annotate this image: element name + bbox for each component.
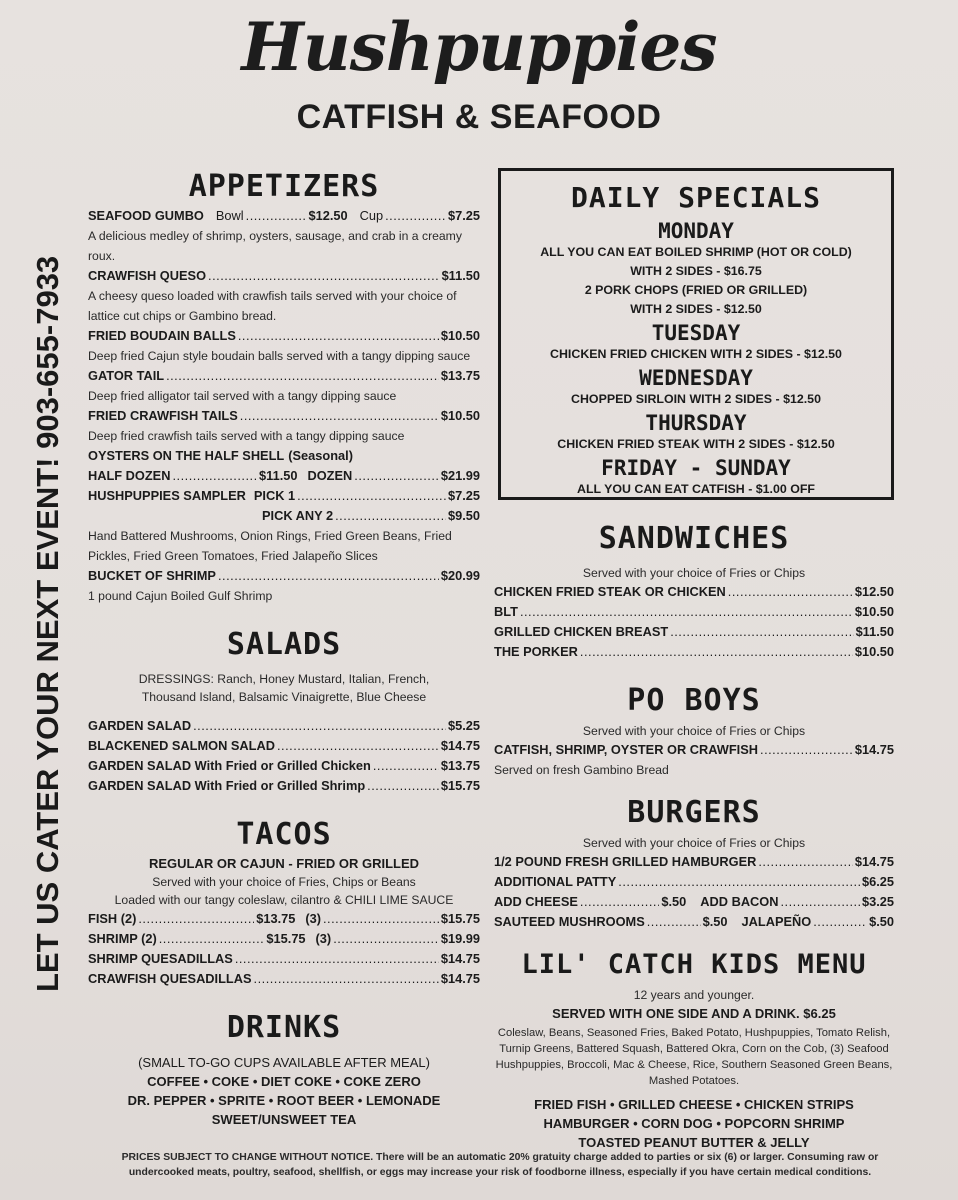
half-dozen-label: HALF DOZEN bbox=[88, 468, 171, 483]
leader-dots bbox=[254, 969, 439, 989]
item-price: $10.50 bbox=[440, 328, 480, 343]
special-line: WITH 2 SIDES - $12.50 bbox=[630, 302, 762, 316]
appetizers-title: APPETIZERS bbox=[188, 169, 380, 204]
item-description: A delicious medley of shrimp, oysters, sausage, and crab in a creamy roux. bbox=[88, 229, 462, 263]
pick2-price: $9.50 bbox=[447, 508, 480, 523]
item-name: JALAPEÑO bbox=[741, 914, 812, 929]
pick1-label: PICK 1 bbox=[253, 488, 296, 503]
leader-dots bbox=[240, 406, 439, 426]
item-name: 1/2 POUND FRESH GRILLED HAMBURGER bbox=[494, 854, 757, 869]
leader-dots bbox=[618, 872, 860, 892]
cup-price: $7.25 bbox=[447, 208, 481, 223]
leader-dots bbox=[670, 622, 853, 642]
leader-dots bbox=[385, 206, 446, 226]
sandwiches-served: Served with your choice of Fries or Chips bbox=[582, 566, 806, 580]
item-description: Deep fried alligator tail served with a tangy dipping sauce bbox=[88, 389, 397, 403]
item-name: BLACKENED SALMON SALAD bbox=[88, 738, 275, 753]
item-description: Hand Battered Mushrooms, Onion Rings, Fried Green Beans, Fried Pickles, Fried Green Tomatoes, Fried Jalapeño Slices bbox=[88, 529, 452, 563]
day-friday-sunday: FRIDAY - SUNDAY bbox=[601, 456, 791, 480]
menu-item-fish-tacos bbox=[88, 909, 480, 929]
item-name: GARDEN SALAD bbox=[88, 718, 192, 733]
kids-line-1: FRIED FISH • GRILLED CHEESE • CHICKEN STRIPS bbox=[534, 1097, 854, 1112]
special-line: 2 PORK CHOPS (FRIED OR GRILLED) bbox=[584, 283, 808, 297]
tacos-style: REGULAR OR CAJUN - FRIED OR GRILLED bbox=[148, 856, 420, 871]
item-price: $15.75 bbox=[440, 778, 480, 793]
menu-item bbox=[88, 716, 480, 736]
item-price: $6.25 bbox=[861, 874, 894, 889]
menu-item-shrimp-quesadillas bbox=[88, 949, 480, 969]
leader-dots bbox=[813, 912, 867, 932]
item-price: $10.50 bbox=[854, 604, 894, 619]
item-name: GARDEN SALAD With Fried or Grilled Chicken bbox=[88, 758, 371, 773]
item-name: OYSTERS ON THE HALF SHELL bbox=[88, 448, 285, 463]
leader-dots bbox=[520, 602, 853, 622]
salads-title: SALADS bbox=[226, 627, 342, 662]
leader-dots bbox=[218, 566, 439, 586]
brand-logo: Hushpuppies bbox=[241, 8, 717, 86]
kids-served: SERVED WITH ONE SIDE AND A DRINK. $6.25 bbox=[552, 1006, 836, 1021]
drinks-line-1: COFFEE • COKE • DIET COKE • COKE ZERO bbox=[147, 1074, 421, 1089]
leader-dots bbox=[758, 852, 853, 872]
menu-item-fried-boudain-balls bbox=[88, 326, 480, 346]
menu-item-crawfish-queso bbox=[88, 266, 480, 286]
item-price: $14.75 bbox=[854, 742, 894, 757]
leader-dots bbox=[277, 736, 439, 756]
day-tuesday: TUESDAY bbox=[651, 321, 741, 345]
right-column bbox=[494, 520, 894, 1152]
item-price: $13.75 bbox=[440, 758, 480, 773]
item-name: (3) bbox=[305, 911, 321, 926]
item-name: CRAWFISH QUESADILLAS bbox=[88, 971, 252, 986]
menu-item-sampler-pick2 bbox=[88, 506, 480, 526]
item-price: $11.50 bbox=[441, 268, 480, 283]
special-line: WITH 2 SIDES - $16.75 bbox=[630, 264, 762, 278]
item-name: CRAWFISH QUESO bbox=[88, 268, 207, 283]
menu-item-oysters-sizes bbox=[88, 466, 480, 486]
item-name: ADDITIONAL PATTY bbox=[494, 874, 617, 889]
dozen-label: DOZEN bbox=[307, 468, 353, 483]
daily-specials-box bbox=[498, 168, 894, 500]
leader-dots bbox=[333, 929, 439, 949]
item-name: ADD CHEESE bbox=[494, 894, 578, 909]
tacos-loaded: Loaded with our tangy coleslaw, cilantro & CHILI LIME SAUCE bbox=[114, 893, 454, 907]
item-price: $15.75 bbox=[266, 931, 306, 946]
burgers-served: Served with your choice of Fries or Chips bbox=[582, 836, 806, 850]
item-name: BLT bbox=[494, 604, 518, 619]
item-name: GRILLED CHICKEN BREAST bbox=[494, 624, 669, 639]
leader-dots bbox=[335, 506, 446, 526]
item-price: $.50 bbox=[702, 914, 728, 929]
kids-age: 12 years and younger. bbox=[633, 988, 755, 1002]
poboys-served: Served with your choice of Fries or Chips bbox=[582, 724, 806, 738]
pick1-price: $7.25 bbox=[447, 488, 480, 503]
menu-item bbox=[88, 736, 480, 756]
item-name: BUCKET OF SHRIMP bbox=[88, 568, 216, 583]
item-price: $13.75 bbox=[256, 911, 296, 926]
item-price: $11.50 bbox=[855, 624, 894, 639]
special-line: ALL YOU CAN EAT CATFISH - $1.00 OFF bbox=[577, 482, 815, 496]
salads-list bbox=[88, 716, 480, 796]
menu-item-oysters bbox=[88, 446, 480, 466]
item-description: A cheesy queso loaded with crawfish tails served with your choice of lattice cut chips or Gambino bread. bbox=[88, 289, 457, 323]
menu-item-additional-patty bbox=[494, 872, 894, 892]
leader-dots bbox=[580, 642, 853, 662]
menu-item-fried-crawfish-tails bbox=[88, 406, 480, 426]
item-price: $12.50 bbox=[854, 584, 894, 599]
menu-item-poboy bbox=[494, 740, 894, 760]
seasonal-note: (Seasonal) bbox=[288, 448, 353, 463]
cup-label: Cup bbox=[359, 208, 384, 223]
item-name: (3) bbox=[315, 931, 332, 946]
leader-dots bbox=[166, 366, 439, 386]
menu-item bbox=[88, 776, 480, 796]
item-price: $20.99 bbox=[440, 568, 480, 583]
menu-item-shrimp-tacos bbox=[88, 929, 480, 949]
menu-item-crawfish-quesadillas bbox=[88, 969, 480, 989]
day-thursday: THURSDAY bbox=[645, 411, 747, 435]
item-name: GATOR TAIL bbox=[88, 368, 165, 383]
item-description: Deep fried Cajun style boudain balls served with a tangy dipping sauce bbox=[88, 349, 471, 363]
drinks-note: (SMALL TO-GO CUPS AVAILABLE AFTER MEAL) bbox=[138, 1055, 430, 1070]
menu-item-hamburger bbox=[494, 852, 894, 872]
leader-dots bbox=[138, 909, 254, 929]
leader-dots bbox=[323, 909, 439, 929]
menu-item bbox=[494, 602, 894, 622]
menu-item-gator-tail bbox=[88, 366, 480, 386]
catering-banner: LET US CATER YOUR NEXT EVENT! 903-655-7933 bbox=[30, 255, 65, 992]
item-name: SEAFOOD GUMBO bbox=[88, 208, 204, 223]
item-price: $14.75 bbox=[440, 738, 480, 753]
leader-dots bbox=[193, 716, 446, 736]
special-line: CHICKEN FRIED STEAK WITH 2 SIDES - $12.50 bbox=[557, 437, 835, 451]
item-name: FISH (2) bbox=[88, 911, 137, 926]
leader-dots bbox=[238, 326, 439, 346]
item-name: CATFISH, SHRIMP, OYSTER OR CRAWFISH bbox=[494, 742, 759, 757]
leader-dots bbox=[580, 892, 659, 912]
item-price: $.50 bbox=[661, 894, 687, 909]
sandwiches-title: SANDWICHES bbox=[598, 521, 790, 556]
item-price: $5.25 bbox=[447, 718, 480, 733]
kids-sides: Coleslaw, Beans, Seasoned Fries, Baked Potato, Hushpuppies, Tomato Relish, Turnip Greens, Battered Squash, Battered Okra, Corn on the Cob, (3) Seafood Hushpuppies, Broccoli, Mac & Cheese, Rice, Southern Seasoned Green Beans, Mashed Potatoes. bbox=[495, 1027, 893, 1087]
drinks-line-3: SWEET/UNSWEET TEA bbox=[211, 1112, 357, 1127]
item-name: SHRIMP (2) bbox=[88, 931, 157, 946]
item-name: ADD BACON bbox=[700, 894, 779, 909]
item-price: $19.99 bbox=[440, 931, 480, 946]
menu-item-add-ons bbox=[494, 892, 894, 912]
special-line: ALL YOU CAN EAT BOILED SHRIMP (HOT OR COLD) bbox=[540, 245, 852, 259]
menu-item-hushpuppies-sampler bbox=[88, 486, 480, 506]
leader-dots bbox=[235, 949, 439, 969]
leader-dots bbox=[647, 912, 701, 932]
item-name: CHICKEN FRIED STEAK OR CHICKEN bbox=[494, 584, 726, 599]
brand-subtitle: CATFISH & SEAFOOD bbox=[296, 98, 662, 136]
daily-specials-title: DAILY SPECIALS bbox=[570, 181, 821, 214]
day-wednesday: WEDNESDAY bbox=[639, 366, 753, 390]
item-name: THE PORKER bbox=[494, 644, 578, 659]
menu-item-seafood-gumbo bbox=[88, 206, 480, 226]
item-name: FRIED BOUDAIN BALLS bbox=[88, 328, 236, 343]
item-name: SAUTEED MUSHROOMS bbox=[494, 914, 645, 929]
leader-dots bbox=[367, 776, 439, 796]
half-dozen-price: $11.50 bbox=[259, 468, 298, 483]
item-name: SHRIMP QUESADILLAS bbox=[88, 951, 233, 966]
pick2-label: PICK ANY 2 bbox=[262, 508, 334, 523]
drinks-title: DRINKS bbox=[226, 1010, 342, 1045]
burgers-title: BURGERS bbox=[627, 795, 761, 830]
item-name: GARDEN SALAD With Fried or Grilled Shrimp bbox=[88, 778, 366, 793]
menu-item-bucket-of-shrimp bbox=[88, 566, 480, 586]
item-price: $15.75 bbox=[440, 911, 480, 926]
poboys-bread-note: Served on fresh Gambino Bread bbox=[494, 763, 669, 777]
leader-dots bbox=[373, 756, 439, 776]
leader-dots bbox=[760, 740, 853, 760]
drinks-line-2: DR. PEPPER • SPRITE • ROOT BEER • LEMONADE bbox=[127, 1093, 441, 1108]
left-column bbox=[88, 168, 480, 1129]
leader-dots bbox=[172, 466, 257, 486]
item-price: $3.25 bbox=[861, 894, 894, 909]
day-monday: MONDAY bbox=[658, 219, 734, 243]
item-price: $10.50 bbox=[854, 644, 894, 659]
leader-dots bbox=[246, 206, 307, 226]
sandwiches-list bbox=[494, 582, 894, 662]
item-description: Deep fried crawfish tails served with a tangy dipping sauce bbox=[88, 429, 405, 443]
item-price: $14.75 bbox=[440, 971, 480, 986]
menu-item bbox=[494, 622, 894, 642]
tacos-title: TACOS bbox=[236, 817, 332, 852]
menu-item bbox=[88, 756, 480, 776]
special-line: CHICKEN FRIED CHICKEN WITH 2 SIDES - $12.50 bbox=[550, 347, 842, 361]
leader-dots bbox=[728, 582, 853, 602]
item-price: $.50 bbox=[869, 914, 895, 929]
menu-item bbox=[494, 642, 894, 662]
item-name: HUSHPUPPIES SAMPLER bbox=[88, 488, 246, 503]
item-price: $13.75 bbox=[440, 368, 480, 383]
kids-line-3: TOASTED PEANUT BUTTER & JELLY bbox=[578, 1135, 810, 1150]
leader-dots bbox=[297, 486, 446, 506]
leader-dots bbox=[159, 929, 265, 949]
tacos-served: Served with your choice of Fries, Chips or Beans bbox=[152, 875, 416, 889]
menu-item-add-ons-2 bbox=[494, 912, 894, 932]
leader-dots bbox=[781, 892, 860, 912]
item-price: $14.75 bbox=[854, 854, 894, 869]
dozen-price: $21.99 bbox=[440, 468, 480, 483]
special-line: CHOPPED SIRLOIN WITH 2 SIDES - $12.50 bbox=[571, 392, 821, 406]
kids-menu-title: LIL' CATCH KIDS MENU bbox=[521, 949, 867, 980]
item-price: $14.75 bbox=[440, 951, 480, 966]
bowl-price: $12.50 bbox=[308, 208, 348, 223]
item-name: FRIED CRAWFISH TAILS bbox=[88, 408, 238, 423]
leader-dots bbox=[208, 266, 440, 286]
leader-dots bbox=[354, 466, 439, 486]
bowl-label: Bowl bbox=[215, 208, 244, 223]
footer-disclaimer: PRICES SUBJECT TO CHANGE WITHOUT NOTICE. There will be an automatic 20% gratuity charge added to parties or six (6) or larger. Consuming raw or undercooked meats, poultry, seafood, shellfish, or eggs may increase your risk of foodborne illness, especially if you have certain medical conditions. bbox=[121, 1152, 879, 1178]
item-description: 1 pound Cajun Boiled Gulf Shrimp bbox=[88, 589, 273, 603]
kids-line-2: HAMBURGER • CORN DOG • POPCORN SHRIMP bbox=[543, 1116, 845, 1131]
poboys-title: PO BOYS bbox=[627, 683, 761, 718]
menu-item bbox=[494, 582, 894, 602]
dressings-note: DRESSINGS: Ranch, Honey Mustard, Italian, French, Thousand Island, Balsamic Vinaigrette, Blue Cheese bbox=[138, 672, 430, 704]
item-price: $10.50 bbox=[440, 408, 480, 423]
